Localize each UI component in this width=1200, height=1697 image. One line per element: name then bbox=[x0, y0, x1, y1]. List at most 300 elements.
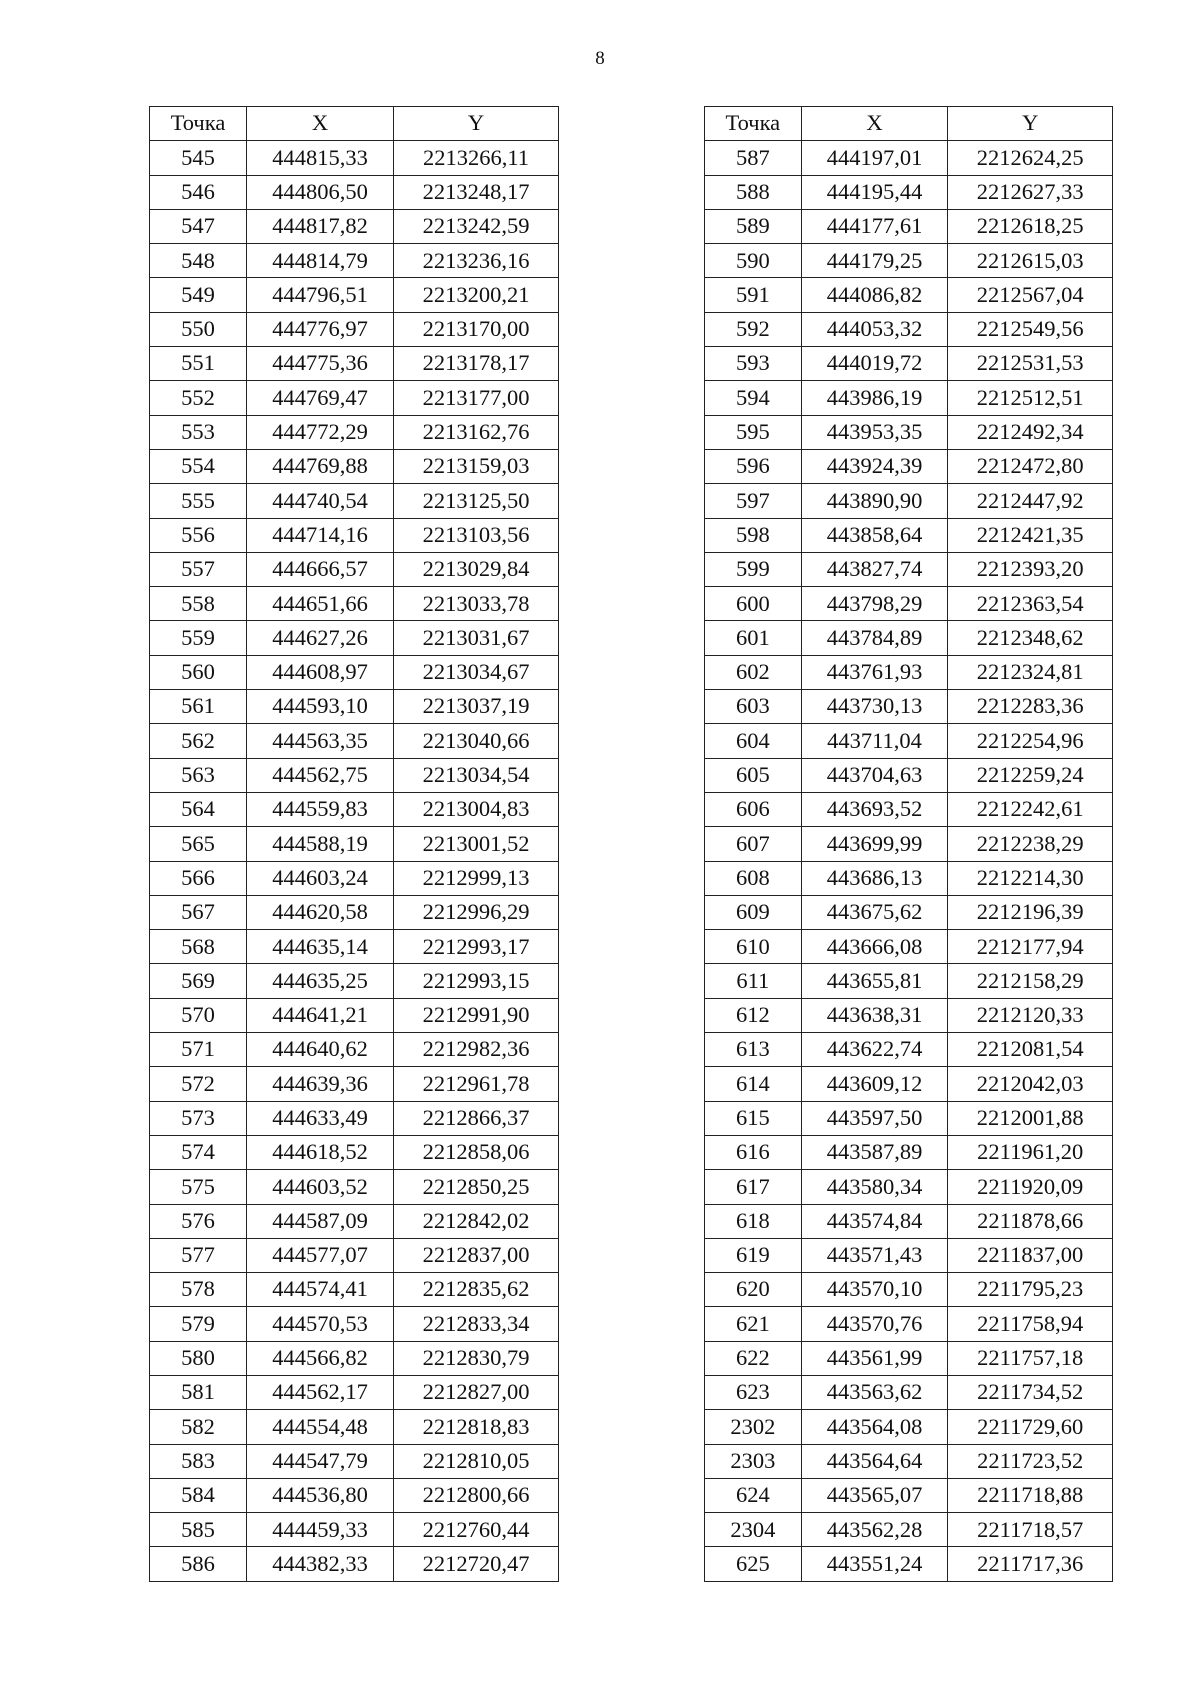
cell-x: 444593,10 bbox=[247, 690, 394, 724]
cell-y: 2213034,67 bbox=[394, 655, 559, 689]
cell-point: 565 bbox=[150, 827, 247, 861]
cell-point: 591 bbox=[705, 278, 802, 312]
cell-x: 443563,62 bbox=[801, 1375, 948, 1409]
cell-y: 2212993,15 bbox=[394, 964, 559, 998]
cell-y: 2213266,11 bbox=[394, 141, 559, 175]
cell-x: 444566,82 bbox=[247, 1341, 394, 1375]
table-row bbox=[705, 587, 1113, 621]
cell-point: 619 bbox=[705, 1238, 802, 1272]
table-row bbox=[150, 1444, 559, 1478]
cell-x: 443890,90 bbox=[801, 484, 948, 518]
table-row bbox=[150, 1478, 559, 1512]
cell-y: 2212120,33 bbox=[948, 998, 1113, 1032]
cell-point: 576 bbox=[150, 1204, 247, 1238]
cell-point: 604 bbox=[705, 724, 802, 758]
cell-x: 444817,82 bbox=[247, 209, 394, 243]
cell-x: 444640,62 bbox=[247, 1033, 394, 1067]
cell-y: 2212993,17 bbox=[394, 930, 559, 964]
cell-point: 616 bbox=[705, 1135, 802, 1169]
table-row bbox=[705, 1033, 1113, 1067]
table-row bbox=[150, 175, 559, 209]
header-y: Y bbox=[948, 107, 1113, 141]
table-row bbox=[150, 1101, 559, 1135]
cell-x: 443986,19 bbox=[801, 381, 948, 415]
table-row bbox=[150, 1410, 559, 1444]
cell-x: 444536,80 bbox=[247, 1478, 394, 1512]
cell-point: 584 bbox=[150, 1478, 247, 1512]
header-y: Y bbox=[394, 107, 559, 141]
table-row bbox=[150, 621, 559, 655]
cell-x: 444587,09 bbox=[247, 1204, 394, 1238]
cell-x: 444459,33 bbox=[247, 1513, 394, 1547]
cell-point: 592 bbox=[705, 312, 802, 346]
table-row bbox=[150, 1170, 559, 1204]
table-row bbox=[705, 895, 1113, 929]
cell-x: 444086,82 bbox=[801, 278, 948, 312]
cell-point: 570 bbox=[150, 998, 247, 1032]
cell-x: 444769,47 bbox=[247, 381, 394, 415]
table-row bbox=[705, 930, 1113, 964]
cell-y: 2212393,20 bbox=[948, 552, 1113, 586]
table-row bbox=[150, 895, 559, 929]
cell-point: 589 bbox=[705, 209, 802, 243]
cell-x: 444815,33 bbox=[247, 141, 394, 175]
cell-x: 444197,01 bbox=[801, 141, 948, 175]
cell-y: 2212810,05 bbox=[394, 1444, 559, 1478]
cell-point: 599 bbox=[705, 552, 802, 586]
cell-y: 2212259,24 bbox=[948, 758, 1113, 792]
cell-point: 593 bbox=[705, 347, 802, 381]
cell-y: 2211920,09 bbox=[948, 1170, 1113, 1204]
table-row bbox=[705, 347, 1113, 381]
table-row bbox=[150, 998, 559, 1032]
table-row bbox=[150, 141, 559, 175]
cell-point: 572 bbox=[150, 1067, 247, 1101]
cell-y: 2211758,94 bbox=[948, 1307, 1113, 1341]
cell-x: 444554,48 bbox=[247, 1410, 394, 1444]
cell-y: 2212996,29 bbox=[394, 895, 559, 929]
table-row bbox=[705, 724, 1113, 758]
cell-x: 444651,66 bbox=[247, 587, 394, 621]
cell-x: 444620,58 bbox=[247, 895, 394, 929]
cell-point: 613 bbox=[705, 1033, 802, 1067]
table-row bbox=[705, 792, 1113, 826]
cell-y: 2212618,25 bbox=[948, 209, 1113, 243]
cell-y: 2211718,57 bbox=[948, 1513, 1113, 1547]
cell-point: 611 bbox=[705, 964, 802, 998]
cell-point: 587 bbox=[705, 141, 802, 175]
table-row bbox=[150, 347, 559, 381]
cell-x: 444714,16 bbox=[247, 518, 394, 552]
cell-x: 444053,32 bbox=[801, 312, 948, 346]
cell-y: 2212254,96 bbox=[948, 724, 1113, 758]
cell-y: 2211757,18 bbox=[948, 1341, 1113, 1375]
table-row bbox=[705, 449, 1113, 483]
table-row bbox=[705, 518, 1113, 552]
cell-point: 615 bbox=[705, 1101, 802, 1135]
cell-point: 609 bbox=[705, 895, 802, 929]
cell-y: 2212837,00 bbox=[394, 1238, 559, 1272]
cell-y: 2213034,54 bbox=[394, 758, 559, 792]
cell-point: 607 bbox=[705, 827, 802, 861]
cell-y: 2212447,92 bbox=[948, 484, 1113, 518]
cell-y: 2212833,34 bbox=[394, 1307, 559, 1341]
cell-y: 2212615,03 bbox=[948, 244, 1113, 278]
cell-x: 444740,54 bbox=[247, 484, 394, 518]
table-row bbox=[150, 552, 559, 586]
table-row bbox=[705, 175, 1113, 209]
cell-x: 443761,93 bbox=[801, 655, 948, 689]
cell-x: 444776,97 bbox=[247, 312, 394, 346]
table-row bbox=[150, 1238, 559, 1272]
cell-point: 566 bbox=[150, 861, 247, 895]
table-row bbox=[150, 724, 559, 758]
cell-x: 444635,25 bbox=[247, 964, 394, 998]
cell-point: 623 bbox=[705, 1375, 802, 1409]
cell-point: 2303 bbox=[705, 1444, 802, 1478]
table-row bbox=[150, 930, 559, 964]
cell-x: 444562,17 bbox=[247, 1375, 394, 1409]
cell-y: 2212472,80 bbox=[948, 449, 1113, 483]
cell-point: 551 bbox=[150, 347, 247, 381]
cell-y: 2212549,56 bbox=[948, 312, 1113, 346]
cell-x: 444666,57 bbox=[247, 552, 394, 586]
table-row bbox=[705, 209, 1113, 243]
cell-point: 552 bbox=[150, 381, 247, 415]
cell-point: 600 bbox=[705, 587, 802, 621]
cell-x: 443784,89 bbox=[801, 621, 948, 655]
cell-x: 443571,43 bbox=[801, 1238, 948, 1272]
table-row bbox=[150, 244, 559, 278]
cell-x: 443564,08 bbox=[801, 1410, 948, 1444]
table-row bbox=[150, 861, 559, 895]
cell-y: 2213200,21 bbox=[394, 278, 559, 312]
cell-y: 2212842,02 bbox=[394, 1204, 559, 1238]
cell-y: 2212238,29 bbox=[948, 827, 1113, 861]
cell-point: 2302 bbox=[705, 1410, 802, 1444]
cell-point: 617 bbox=[705, 1170, 802, 1204]
cell-y: 2211878,66 bbox=[948, 1204, 1113, 1238]
cell-x: 443655,81 bbox=[801, 964, 948, 998]
cell-y: 2212214,30 bbox=[948, 861, 1113, 895]
cell-x: 443587,89 bbox=[801, 1135, 948, 1169]
table-row bbox=[705, 758, 1113, 792]
cell-point: 594 bbox=[705, 381, 802, 415]
cell-x: 443609,12 bbox=[801, 1067, 948, 1101]
table-row bbox=[150, 415, 559, 449]
table-row bbox=[705, 244, 1113, 278]
cell-y: 2212512,51 bbox=[948, 381, 1113, 415]
cell-x: 444588,19 bbox=[247, 827, 394, 861]
cell-point: 555 bbox=[150, 484, 247, 518]
cell-y: 2212858,06 bbox=[394, 1135, 559, 1169]
table-row bbox=[705, 1067, 1113, 1101]
table-row bbox=[705, 1135, 1113, 1169]
cell-point: 602 bbox=[705, 655, 802, 689]
cell-y: 2213029,84 bbox=[394, 552, 559, 586]
table-row bbox=[705, 1204, 1113, 1238]
table-row bbox=[705, 1170, 1113, 1204]
cell-point: 546 bbox=[150, 175, 247, 209]
cell-y: 2213125,50 bbox=[394, 484, 559, 518]
cell-point: 563 bbox=[150, 758, 247, 792]
cell-x: 443666,08 bbox=[801, 930, 948, 964]
cell-y: 2212001,88 bbox=[948, 1101, 1113, 1135]
cell-x: 443570,76 bbox=[801, 1307, 948, 1341]
cell-x: 444559,83 bbox=[247, 792, 394, 826]
cell-x: 443827,74 bbox=[801, 552, 948, 586]
table-row bbox=[150, 587, 559, 621]
cell-y: 2212196,39 bbox=[948, 895, 1113, 929]
cell-x: 444019,72 bbox=[801, 347, 948, 381]
cell-point: 578 bbox=[150, 1273, 247, 1307]
cell-point: 582 bbox=[150, 1410, 247, 1444]
cell-point: 590 bbox=[705, 244, 802, 278]
table-row bbox=[705, 1238, 1113, 1272]
cell-point: 554 bbox=[150, 449, 247, 483]
table-row bbox=[705, 381, 1113, 415]
table-row bbox=[150, 964, 559, 998]
table-header-row bbox=[705, 107, 1113, 141]
cell-x: 443570,10 bbox=[801, 1273, 948, 1307]
cell-y: 2212531,53 bbox=[948, 347, 1113, 381]
cell-x: 444618,52 bbox=[247, 1135, 394, 1169]
table-row bbox=[705, 998, 1113, 1032]
cell-point: 595 bbox=[705, 415, 802, 449]
cell-point: 564 bbox=[150, 792, 247, 826]
cell-x: 443699,99 bbox=[801, 827, 948, 861]
cell-x: 444627,26 bbox=[247, 621, 394, 655]
header-point: Точка bbox=[150, 107, 247, 141]
table-row bbox=[705, 141, 1113, 175]
cell-y: 2212999,13 bbox=[394, 861, 559, 895]
cell-point: 621 bbox=[705, 1307, 802, 1341]
cell-point: 568 bbox=[150, 930, 247, 964]
cell-y: 2211723,52 bbox=[948, 1444, 1113, 1478]
cell-point: 553 bbox=[150, 415, 247, 449]
cell-x: 444641,21 bbox=[247, 998, 394, 1032]
cell-y: 2211837,00 bbox=[948, 1238, 1113, 1272]
cell-point: 557 bbox=[150, 552, 247, 586]
cell-point: 603 bbox=[705, 690, 802, 724]
table-row bbox=[705, 964, 1113, 998]
cell-y: 2212818,83 bbox=[394, 1410, 559, 1444]
cell-y: 2213037,19 bbox=[394, 690, 559, 724]
cell-y: 2212827,00 bbox=[394, 1375, 559, 1409]
cell-x: 444772,29 bbox=[247, 415, 394, 449]
cell-x: 443798,29 bbox=[801, 587, 948, 621]
table-row bbox=[705, 861, 1113, 895]
table-row bbox=[150, 1273, 559, 1307]
cell-point: 618 bbox=[705, 1204, 802, 1238]
table-row bbox=[150, 1307, 559, 1341]
cell-x: 443693,52 bbox=[801, 792, 948, 826]
cell-y: 2212624,25 bbox=[948, 141, 1113, 175]
cell-y: 2213040,66 bbox=[394, 724, 559, 758]
cell-y: 2213033,78 bbox=[394, 587, 559, 621]
cell-x: 443574,84 bbox=[801, 1204, 948, 1238]
cell-point: 588 bbox=[705, 175, 802, 209]
cell-x: 444603,24 bbox=[247, 861, 394, 895]
table-row bbox=[150, 484, 559, 518]
cell-x: 443638,31 bbox=[801, 998, 948, 1032]
cell-y: 2212961,78 bbox=[394, 1067, 559, 1101]
cell-point: 598 bbox=[705, 518, 802, 552]
coordinates-table-left bbox=[149, 106, 559, 1582]
cell-y: 2212081,54 bbox=[948, 1033, 1113, 1067]
table-row bbox=[705, 552, 1113, 586]
cell-x: 444796,51 bbox=[247, 278, 394, 312]
cell-x: 443711,04 bbox=[801, 724, 948, 758]
cell-point: 548 bbox=[150, 244, 247, 278]
cell-y: 2213159,03 bbox=[394, 449, 559, 483]
cell-y: 2213178,17 bbox=[394, 347, 559, 381]
cell-point: 614 bbox=[705, 1067, 802, 1101]
table-row bbox=[150, 278, 559, 312]
table-row bbox=[705, 1410, 1113, 1444]
cell-point: 562 bbox=[150, 724, 247, 758]
cell-x: 443675,62 bbox=[801, 895, 948, 929]
table-row bbox=[705, 312, 1113, 346]
cell-x: 443580,34 bbox=[801, 1170, 948, 1204]
table-row bbox=[150, 449, 559, 483]
table-row bbox=[705, 1101, 1113, 1135]
cell-point: 545 bbox=[150, 141, 247, 175]
cell-x: 444547,79 bbox=[247, 1444, 394, 1478]
cell-x: 444562,75 bbox=[247, 758, 394, 792]
cell-y: 2211961,20 bbox=[948, 1135, 1113, 1169]
table-row bbox=[150, 690, 559, 724]
table-row bbox=[705, 278, 1113, 312]
cell-point: 580 bbox=[150, 1341, 247, 1375]
cell-point: 596 bbox=[705, 449, 802, 483]
table-row bbox=[150, 655, 559, 689]
page-number: 8 bbox=[595, 48, 605, 69]
table-row bbox=[150, 1135, 559, 1169]
cell-y: 2213248,17 bbox=[394, 175, 559, 209]
table-row bbox=[150, 827, 559, 861]
cell-x: 443562,28 bbox=[801, 1513, 948, 1547]
cell-x: 444639,36 bbox=[247, 1067, 394, 1101]
table-row bbox=[150, 381, 559, 415]
cell-x: 444608,97 bbox=[247, 655, 394, 689]
cell-x: 443551,24 bbox=[801, 1547, 948, 1581]
cell-y: 2211729,60 bbox=[948, 1410, 1113, 1444]
cell-y: 2212830,79 bbox=[394, 1341, 559, 1375]
cell-x: 443561,99 bbox=[801, 1341, 948, 1375]
cell-y: 2212492,34 bbox=[948, 415, 1113, 449]
cell-y: 2212242,61 bbox=[948, 792, 1113, 826]
cell-point: 612 bbox=[705, 998, 802, 1032]
cell-y: 2211795,23 bbox=[948, 1273, 1113, 1307]
table-row bbox=[705, 621, 1113, 655]
cell-point: 597 bbox=[705, 484, 802, 518]
cell-y: 2211718,88 bbox=[948, 1478, 1113, 1512]
cell-point: 601 bbox=[705, 621, 802, 655]
table-row bbox=[150, 1067, 559, 1101]
cell-point: 606 bbox=[705, 792, 802, 826]
cell-x: 444574,41 bbox=[247, 1273, 394, 1307]
table-row bbox=[705, 484, 1113, 518]
cell-y: 2212567,04 bbox=[948, 278, 1113, 312]
cell-y: 2212042,03 bbox=[948, 1067, 1113, 1101]
cell-y: 2212866,37 bbox=[394, 1101, 559, 1135]
cell-y: 2211717,36 bbox=[948, 1547, 1113, 1581]
table-row bbox=[150, 209, 559, 243]
cell-x: 444382,33 bbox=[247, 1547, 394, 1581]
cell-y: 2212760,44 bbox=[394, 1513, 559, 1547]
cell-y: 2212982,36 bbox=[394, 1033, 559, 1067]
cell-y: 2213236,16 bbox=[394, 244, 559, 278]
cell-point: 550 bbox=[150, 312, 247, 346]
cell-point: 549 bbox=[150, 278, 247, 312]
cell-y: 2213162,76 bbox=[394, 415, 559, 449]
cell-x: 443924,39 bbox=[801, 449, 948, 483]
cell-point: 625 bbox=[705, 1547, 802, 1581]
table-row bbox=[150, 312, 559, 346]
cell-point: 579 bbox=[150, 1307, 247, 1341]
table-row bbox=[705, 1444, 1113, 1478]
cell-point: 583 bbox=[150, 1444, 247, 1478]
table-row bbox=[705, 1513, 1113, 1547]
table-row bbox=[150, 792, 559, 826]
cell-point: 620 bbox=[705, 1273, 802, 1307]
cell-x: 443704,63 bbox=[801, 758, 948, 792]
cell-y: 2212850,25 bbox=[394, 1170, 559, 1204]
cell-point: 573 bbox=[150, 1101, 247, 1135]
cell-point: 577 bbox=[150, 1238, 247, 1272]
header-x: X bbox=[247, 107, 394, 141]
cell-x: 443730,13 bbox=[801, 690, 948, 724]
table-row bbox=[705, 1375, 1113, 1409]
cell-x: 444775,36 bbox=[247, 347, 394, 381]
cell-y: 2212991,90 bbox=[394, 998, 559, 1032]
cell-point: 608 bbox=[705, 861, 802, 895]
cell-x: 443565,07 bbox=[801, 1478, 948, 1512]
cell-x: 444814,79 bbox=[247, 244, 394, 278]
table-row bbox=[705, 415, 1113, 449]
cell-y: 2212177,94 bbox=[948, 930, 1113, 964]
cell-y: 2212627,33 bbox=[948, 175, 1113, 209]
table-row bbox=[705, 1273, 1113, 1307]
table-header-row bbox=[150, 107, 559, 141]
cell-x: 443953,35 bbox=[801, 415, 948, 449]
cell-x: 444577,07 bbox=[247, 1238, 394, 1272]
cell-x: 444806,50 bbox=[247, 175, 394, 209]
cell-y: 2212158,29 bbox=[948, 964, 1113, 998]
cell-y: 2212800,66 bbox=[394, 1478, 559, 1512]
table-row bbox=[150, 1204, 559, 1238]
table-row bbox=[705, 690, 1113, 724]
cell-y: 2212835,62 bbox=[394, 1273, 559, 1307]
table-row bbox=[705, 1478, 1113, 1512]
coordinates-table-right bbox=[704, 106, 1113, 1582]
cell-y: 2213170,00 bbox=[394, 312, 559, 346]
cell-point: 547 bbox=[150, 209, 247, 243]
cell-y: 2212421,35 bbox=[948, 518, 1113, 552]
cell-x: 444563,35 bbox=[247, 724, 394, 758]
table-row bbox=[705, 1341, 1113, 1375]
cell-point: 624 bbox=[705, 1478, 802, 1512]
cell-y: 2212720,47 bbox=[394, 1547, 559, 1581]
cell-point: 585 bbox=[150, 1513, 247, 1547]
table-row bbox=[150, 1033, 559, 1067]
cell-x: 443564,64 bbox=[801, 1444, 948, 1478]
cell-point: 574 bbox=[150, 1135, 247, 1169]
table-row bbox=[150, 518, 559, 552]
table-row bbox=[150, 1341, 559, 1375]
cell-point: 567 bbox=[150, 895, 247, 929]
